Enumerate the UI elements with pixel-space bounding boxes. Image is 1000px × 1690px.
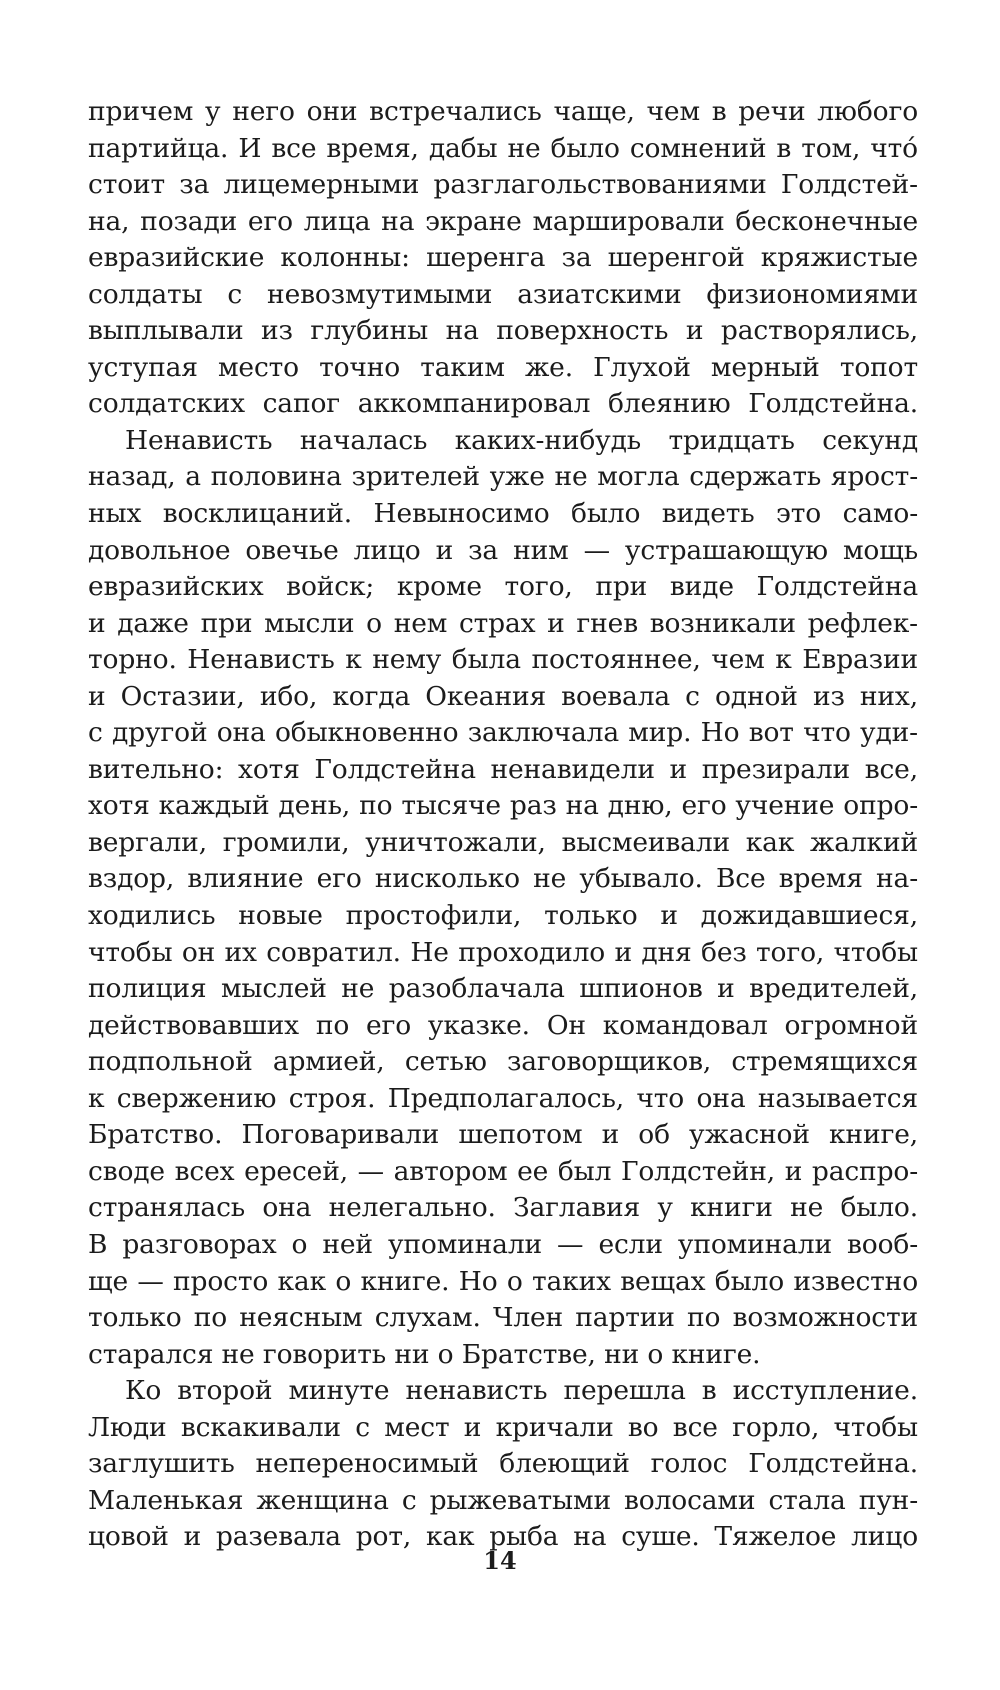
text-line: Братство. Поговаривали шепотом и об ужасной книге, (88, 1119, 918, 1151)
text-line: к свержению строя. Предполагалось, что она называется (88, 1082, 918, 1114)
text-line: евразийские колонны: шеренга за шеренгой кряжистые (88, 242, 918, 274)
text-line: старался не говорить ни о Братстве, ни о книге. (88, 1338, 761, 1370)
text-line: подпольной армией, сетью заговорщиков, стремящихся (88, 1046, 918, 1078)
text-line: ных восклицаний. Невыносимо было видеть это само- (88, 498, 918, 530)
text-line: Люди вскакивали с мест и кричали во все горло, чтобы (88, 1411, 918, 1443)
text-line: Маленькая женщина с рыжеватыми волосами стала пун- (88, 1484, 918, 1516)
text-line: солдаты с невозмутимыми азиатскими физиономиями (88, 278, 918, 310)
text-line: В разговорах о ней упоминали — если упоминали вооб- (88, 1228, 918, 1260)
text-line: своде всех ересей, — автором ее был Голдстейн, и распро- (88, 1155, 918, 1187)
text-line: Ненависть началась каких-нибудь тридцать секунд (125, 424, 918, 456)
text-line: вительно: хотя Голдстейна ненавидели и презирали все, (88, 753, 918, 785)
text-line: чтобы он их совратил. Не проходило и дня без того, чтобы (88, 936, 918, 968)
text-line: полиция мыслей не разоблачала шпионов и вредителей, (88, 973, 918, 1005)
text-line: действовавших по его указке. Он командовал огромной (88, 1009, 918, 1041)
text-line: цовой и разевала рот, как рыба на суше. Тяжелое лицо (88, 1521, 918, 1553)
page-number: 14 (483, 1546, 517, 1575)
text-line: солдатских сапог аккомпанировал блеянию Голдстейна. (88, 388, 918, 420)
text-line: выплывали из глубины на поверхность и растворялись, (88, 315, 918, 347)
text-line: вергали, громили, уничтожали, высмеивали как жалкий (88, 826, 918, 858)
text-line: ходились новые простофили, только и дожидавшиеся, (88, 900, 918, 932)
text-line: вздор, влияние его нисколько не убывало. Все время на- (88, 863, 918, 895)
text-line: стоит за лицемерными разглагольствованиями Голдстей- (88, 169, 918, 201)
text-line: ще — просто как о книге. Но о таких вещах было известно (88, 1265, 918, 1297)
text-line: странялась она нелегально. Заглавия у книги не было. (88, 1192, 918, 1224)
text-line: довольное овечье лицо и за ним — устрашающую мощь (88, 534, 918, 566)
text-line: с другой она обыкновенно заключала мир. Но вот что уди- (88, 717, 918, 749)
text-line: торно. Ненависть к нему была постояннее, чем к Евразии (88, 644, 918, 676)
text-line: и даже при мысли о нем страх и гнев возникали рефлек- (88, 607, 918, 639)
text-line: только по неясным слухам. Член партии по возможности (88, 1302, 918, 1334)
text-line: на, позади его лица на экране маршировали бесконечные (88, 205, 918, 237)
text-line: назад, а половина зрителей уже не могла сдержать ярост- (88, 461, 918, 493)
text-line: и Остазии, ибо, когда Океания воевала с одной из них, (88, 680, 918, 712)
text-line: партийца. И все время, дабы не было сомнений в том, что́ (88, 132, 918, 164)
text-line: причем у него они встречались чаще, чем в речи любого (88, 96, 918, 127)
text-line: евразийских войск; кроме того, при виде Голдстейна (88, 571, 918, 603)
text-line: хотя каждый день, по тысяче раз на дню, его учение опро- (88, 790, 918, 822)
body-text (88, 94, 918, 1556)
text-line: заглушить непереносимый блеющий голос Голдстейна. (88, 1448, 918, 1480)
text-line: Ко второй минуте ненависть перешла в исступление. (125, 1375, 918, 1407)
text-line: уступая место точно таким же. Глухой мерный топот (88, 351, 918, 383)
